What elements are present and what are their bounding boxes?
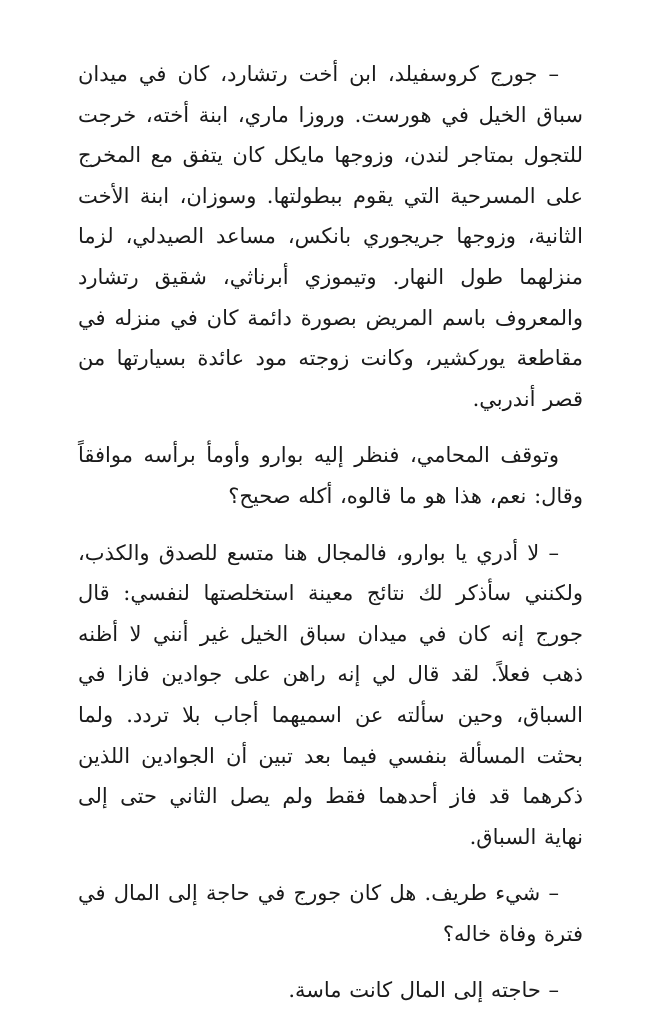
paragraph-family-alibis: – جورج كروسفيلد، ابن أخت رتشارد، كان في ميدان سباق الخيل في هورست. وروزا ماري، ابنة أخته، خرجت للتجول بمتاجر لندن، وزوجها مايكل كان يتفق مع المخرج على المسرحية التي يقوم ببطولتها. وسوزان، ابنة الأخت الثانية، وزوجها جريجوري بانكس، مساعد الصيدلي، لزما منزلهما طول النهار. وتيموزي أبرناثي، شقيق رتشارد والمعروف باسم المريض بصورة دائمة كان في منزله في مقاطعة يوركشير، وكانت زوجته مود عائدة بسيارتها من قصر أندربي. — [78, 62, 583, 411]
paragraph-lawyer-pause: وتوقف المحامي، فنظر إليه بوارو وأومأ برأسه موافقاً وقال: نعم، هذا هو ما قالوه، أكله صحيح؟ — [78, 443, 583, 508]
paragraph-george-races: – لا أدري يا بوارو، فالمجال هنا متسع للصدق والكذب، ولكنني سأذكر لك نتائج معينة استخلصتها لنفسي: قال جورج إنه كان في ميدان سباق الخيل غير أنني لا أظنه ذهب فعلاً. لقد قال لي إنه راهن على جوادين فازا في السباق، وحين سألته عن اسميهما أجاب بلا تردد. ولما بحثت المسألة بنفسي فيما بعد تبين أن الجوادين اللذين ذكرهما قد فاز أحدهما فقط ولم يصل الثاني حتى إلى نهاية السباق. — [78, 540, 583, 849]
paragraph-money-answer: – حاجته إلى المال كانت ماسة. — [288, 978, 559, 1003]
book-page — [78, 54, 583, 1011]
paragraph-money-question: – شيء طريف. هل كان جورج في حاجة إلى المال في فترة وفاة خاله؟ — [78, 881, 583, 946]
